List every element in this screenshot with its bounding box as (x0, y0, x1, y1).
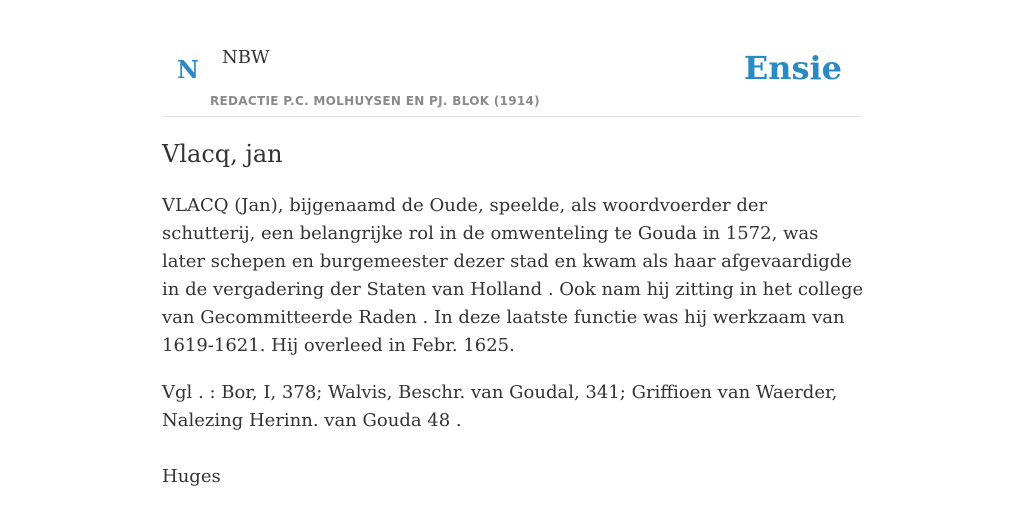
source-logo-icon[interactable]: N (177, 55, 199, 84)
page-title: Vlacq, jan (162, 140, 283, 168)
article-paragraph: VLACQ (Jan), bijgenaamd de Oude, speelde, als woordvoerder der schutterij, een belangrijke rol in de omwenteling te Gouda in 1572, was later schepen en burgemeester dezer stad en kwam als haar afgevaardigde in de vergadering der Staten van Holland . Ook nam hij zitting in het college van Gecommitteerde Raden . In deze laatste functie was hij werkzaam van 1619-1621. Hij overleed in Febr. 1625. (162, 195, 864, 356)
brand-logo[interactable]: Ensie (743, 49, 842, 87)
author-name: Huges (162, 466, 221, 487)
references-paragraph: Vgl . : Bor, I, 378; Walvis, Beschr. van Goudal, 341; Griffioen van Waerder, Nalezing Herinn. van Gouda 48 . (162, 382, 838, 431)
source-subtitle: REDACTIE P.C. MOLHUYSEN EN PJ. BLOK (1914) (210, 94, 540, 108)
source-title[interactable]: NBW (222, 47, 270, 68)
site-header (162, 0, 862, 117)
